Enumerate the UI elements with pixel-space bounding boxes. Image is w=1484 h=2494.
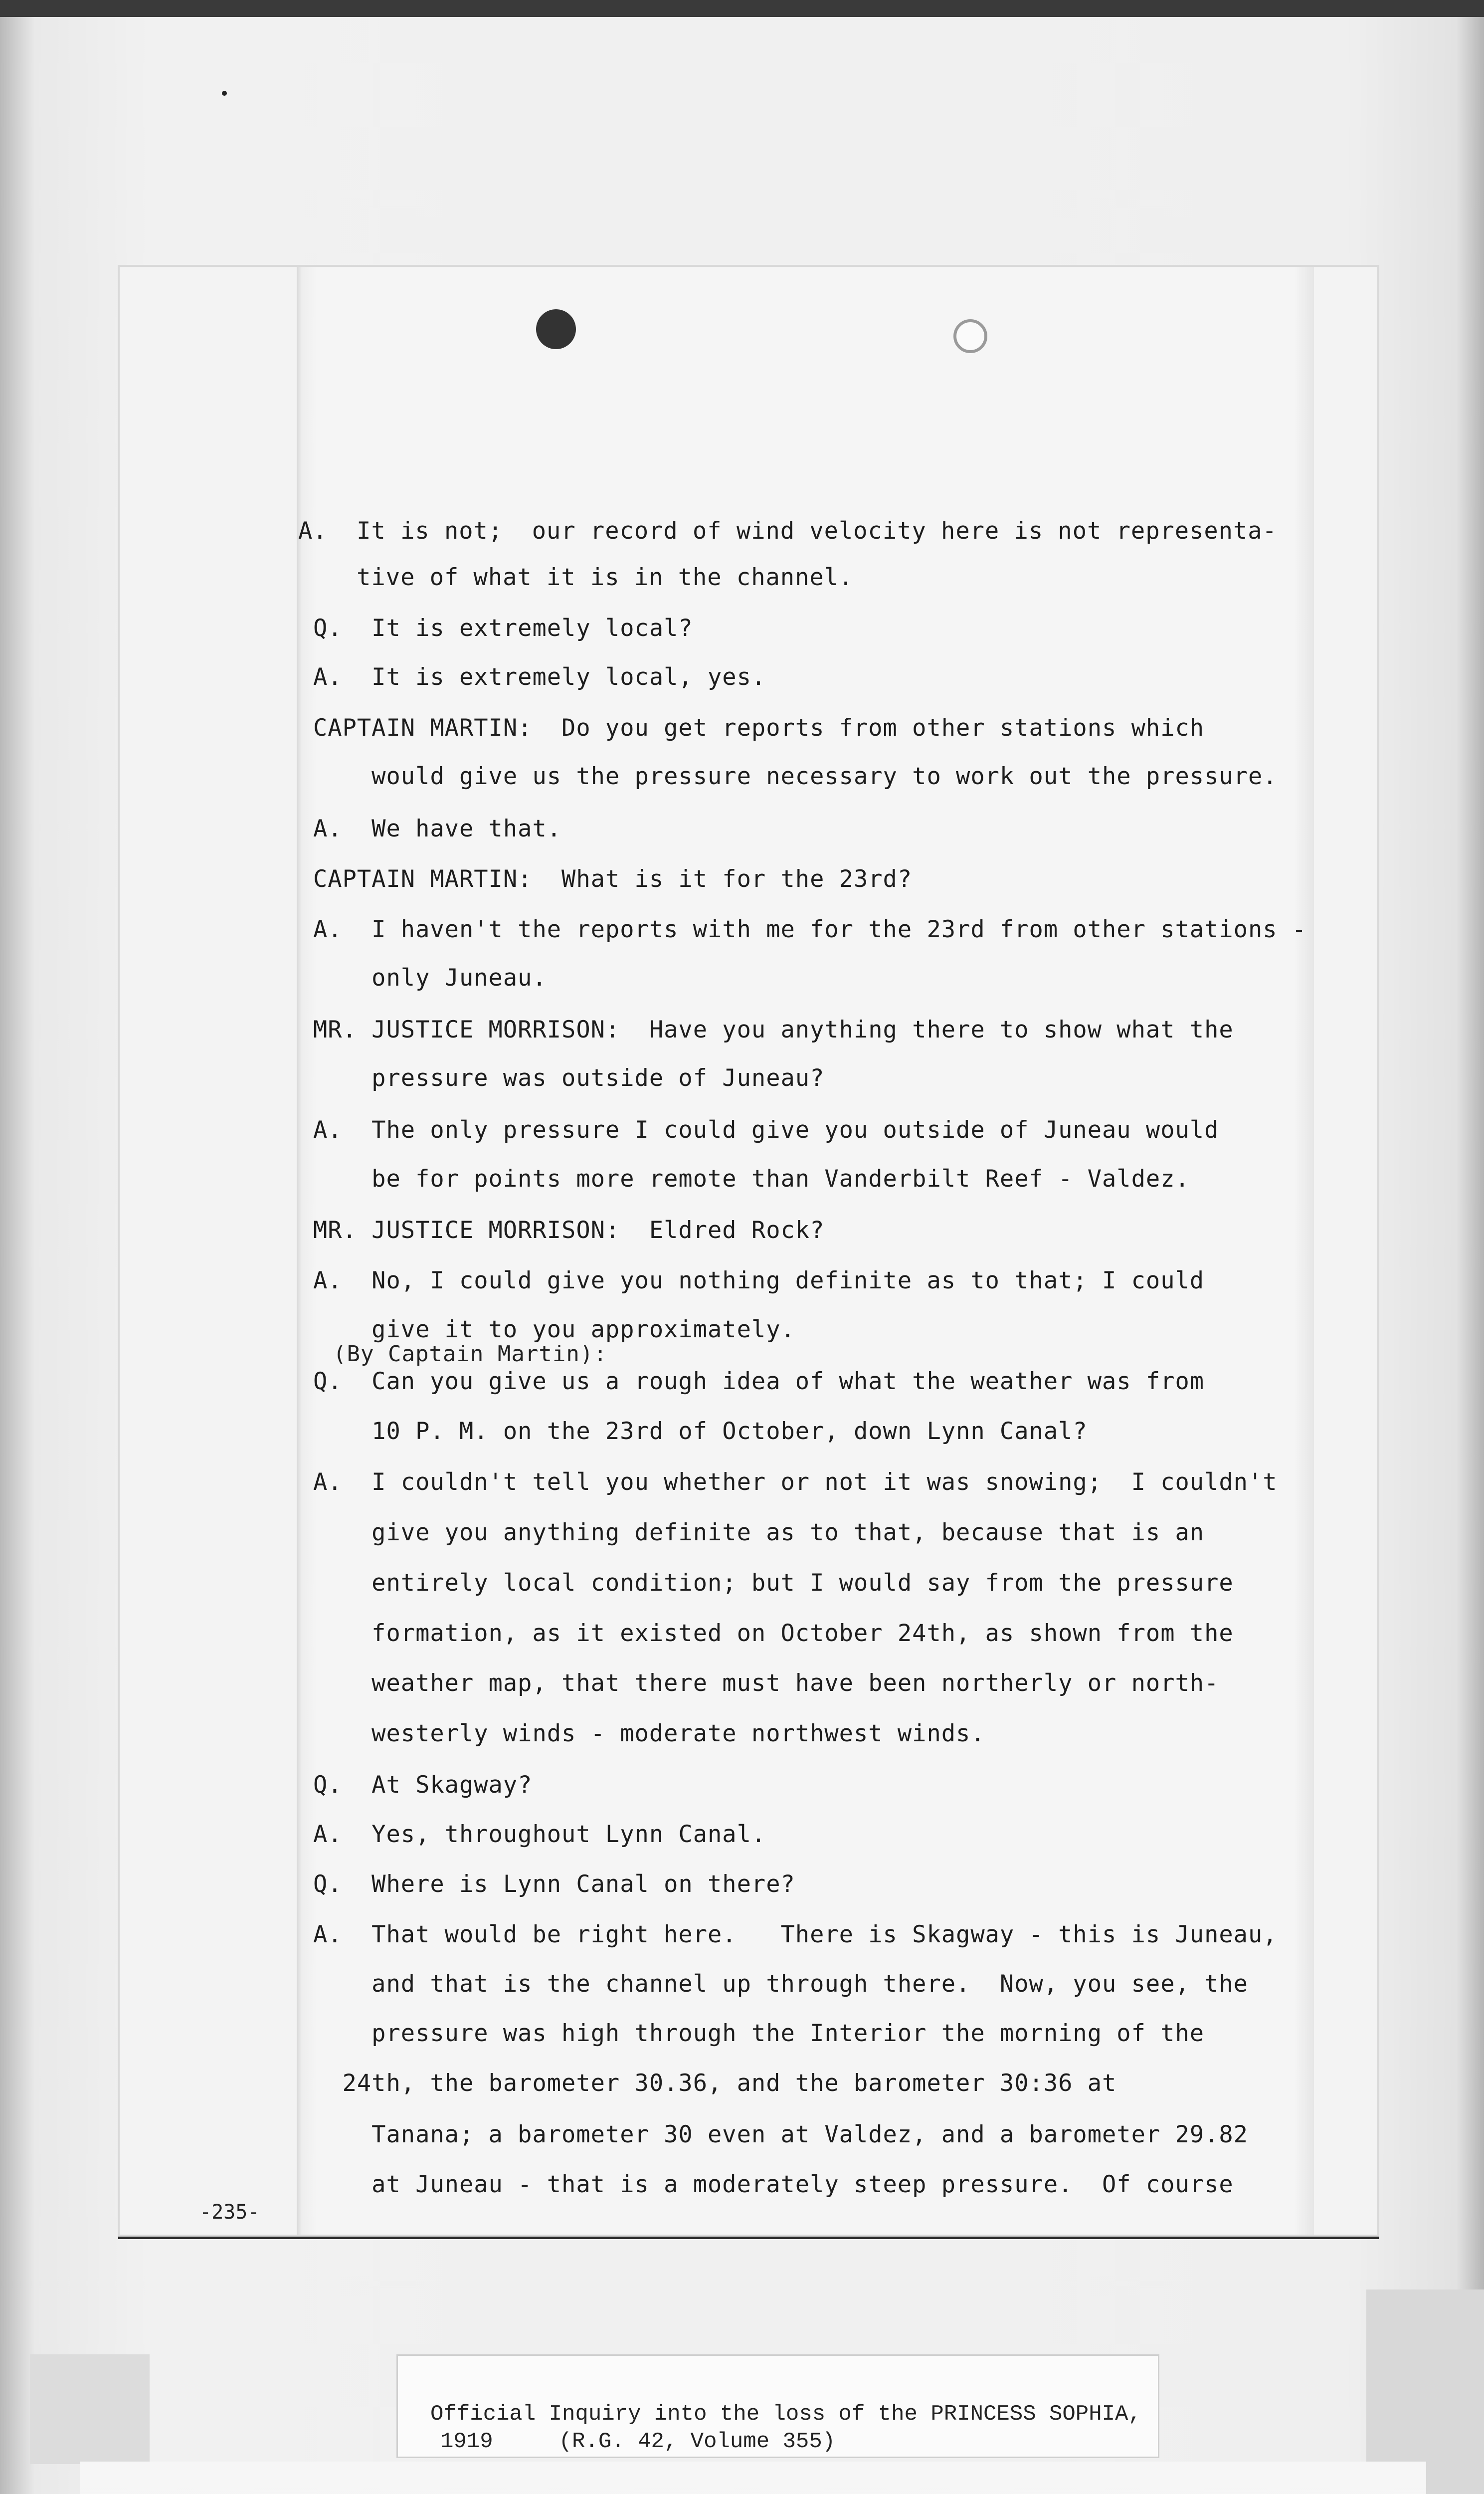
text-line: at Juneau - that is a moderately steep pressure. Of course (313, 2171, 1234, 2198)
text-line: would give us the pressure necessary to work out the pressure. (313, 763, 1278, 790)
text-line: give it to you approximately. (313, 1316, 795, 1343)
text-line: tive of what it is in the channel. (298, 564, 854, 591)
text-line: 24th, the barometer 30.36, and the barometer 30:36 at (313, 2070, 1117, 2097)
text-line: A. No, I could give you nothing definite as to that; I could (313, 1267, 1205, 1294)
text-line: entirely local condition; but I would say from the pressure (313, 1569, 1234, 1597)
text-line: A. That would be right here. There is Skagway - this is Juneau, (313, 1921, 1278, 1948)
text-line: pressure was outside of Juneau? (313, 1064, 825, 1092)
text-line: give you anything definite as to that, because that is an (313, 1519, 1205, 1546)
text-line: A. It is extremely local, yes. (313, 663, 766, 691)
citation-label (396, 2354, 1159, 2458)
text-line: pressure was high through the Interior the morning of the (313, 2020, 1205, 2047)
text-line: A. We have that. (313, 815, 562, 842)
citation-title: Official Inquiry into the loss of the PRINCESS SOPHIA, (430, 2402, 1141, 2427)
page-number: -235- (199, 2201, 260, 2224)
text-line: weather map, that there must have been northerly or north- (313, 1669, 1219, 1697)
text-line: Q. Where is Lynn Canal on there? (313, 1870, 795, 1898)
text-line: A. Yes, throughout Lynn Canal. (313, 1821, 766, 1848)
text-line: only Juneau. (313, 964, 547, 992)
text-line: A. I couldn't tell you whether or not it was snowing; I couldn't (313, 1468, 1278, 1496)
text-line: MR. JUSTICE MORRISON: Eldred Rock? (313, 1217, 825, 1244)
punch-hole-right (953, 319, 987, 353)
punch-hole-left (536, 309, 576, 349)
text-line: A. The only pressure I could give you outside of Juneau would (313, 1116, 1219, 1144)
text-line: and that is the channel up through there. Now, you see, the (313, 1970, 1248, 1998)
text-line: CAPTAIN MARTIN: Do you get reports from other stations which (313, 714, 1205, 742)
text-line: CAPTAIN MARTIN: What is it for the 23rd? (313, 865, 913, 893)
text-line: Q. At Skagway? (313, 1771, 533, 1799)
text-line: MR. JUSTICE MORRISON: Have you anything there to show what the (313, 1016, 1234, 1043)
text-line: be for points more remote than Vanderbilt Reef - Valdez. (313, 1165, 1190, 1193)
text-line: Q. It is extremely local? (313, 615, 693, 642)
citation-reference: 1919 (R.G. 42, Volume 355) (440, 2429, 836, 2454)
text-line: formation, as it existed on October 24th, as shown from the (313, 1620, 1234, 1647)
text-line: westerly winds - moderate northwest winds. (313, 1720, 985, 1747)
text-line: A. It is not; our record of wind velocity here is not representa- (298, 517, 1277, 545)
archive-header-card (80, 2462, 1426, 2494)
text-line: Q. Can you give us a rough idea of what the weather was from (313, 1368, 1205, 1395)
dust-speck (222, 91, 227, 96)
film-edge (0, 0, 1484, 17)
mount-tab-left (30, 2354, 150, 2464)
text-line: Tanana; a barometer 30 even at Valdez, and a barometer 29.82 (313, 2121, 1248, 2148)
text-line: 10 P. M. on the 23rd of October, down Lynn Canal? (313, 1418, 1088, 1445)
text-line: A. I haven't the reports with me for the 23rd from other stations - (313, 916, 1307, 943)
handwritten-annotation: (By Captain Martin): (333, 1341, 607, 1367)
